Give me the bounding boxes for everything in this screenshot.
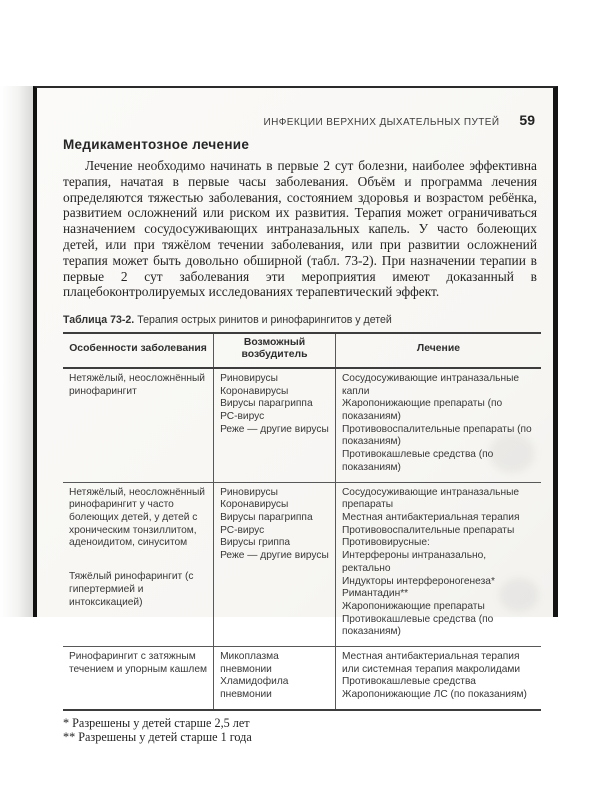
cell-line: Микоплазма пневмонии <box>220 651 279 675</box>
cell-line: Риновирусы <box>220 372 278 384</box>
cell-line: Ринофарингит с затяжным течением и упорным кашлем <box>69 651 208 675</box>
treatment-cell <box>335 482 541 646</box>
table-footnotes <box>63 716 539 745</box>
cell-line: Сосудосуживающие интраназальные препараты <box>341 486 520 511</box>
cell-line: Противовирусные: <box>341 537 430 549</box>
cell-line: Нетяжёлый, неосложнённый ринофарингит у часто болеющих детей, у детей с хроническим тонзиллитом, аденоидитом, синуситом <box>69 486 205 549</box>
cell-line: РС-вирус <box>220 524 265 536</box>
cell-line: Хламидофила пневмонии <box>220 676 289 701</box>
cell-line: Римантадин** <box>341 588 409 600</box>
pathogen-cell <box>214 368 336 482</box>
pathogen-cell <box>214 647 336 710</box>
table-header-row <box>63 333 541 368</box>
cell-line: Жаропонижающие ЛС (по показаниям) <box>341 689 527 701</box>
cell-line: Интерфероны интраназально, ректально <box>341 550 487 574</box>
cell-line: Реже — другие вирусы <box>220 550 329 562</box>
cell-line: Сосудосуживающие интраназальные капли <box>341 372 520 397</box>
cell-line: Местная антибактериальная терапия <box>341 512 520 523</box>
cell-line: Тяжёлый ринофарингит (с гипертермией и интоксикацией) <box>69 571 194 608</box>
cell-line: Риновирусы <box>220 486 278 498</box>
table-caption-text: Терапия острых ринитов и ринофарингитов у детей <box>137 313 392 326</box>
book-page-scan <box>33 86 558 745</box>
cell-line: Коронавирусы <box>220 385 289 397</box>
table-row <box>63 647 541 710</box>
cell-line: Противокашлевые средства <box>341 676 476 688</box>
disease-cell <box>63 482 214 646</box>
column-header-disease: Особенности заболевания <box>63 333 214 368</box>
cell-line: Вирусы парагриппа <box>220 398 313 410</box>
disease-cell <box>63 647 214 710</box>
running-title: ИНФЕКЦИИ ВЕРХНИХ ДЫХАТЕЛЬНЫХ ПУТЕЙ <box>263 117 500 128</box>
page-content <box>37 88 553 745</box>
section-heading: Медикаментозное лечение <box>63 137 250 152</box>
therapy-table <box>63 332 541 711</box>
scan-edge-shading <box>0 86 33 617</box>
cell-line: Коронавирусы <box>220 499 289 511</box>
table-caption-label: Таблица 73-2. <box>63 313 135 326</box>
footnote: ** Разрешены у детей старше 1 года <box>63 730 252 745</box>
cell-line: Жаропонижающие препараты <box>341 600 485 612</box>
cell-line: Жаропонижающие препараты (по показаниям) <box>341 398 503 423</box>
column-header-pathogen: Возможный возбудитель <box>214 333 336 368</box>
cell-line: РС-вирус <box>220 411 265 423</box>
body-paragraph: Лечение необходимо начинать в первые 2 сут болезни, наиболее эффективна терапия, начатая в первые часы заболевания. Объём и программа лечения определяются тяжестью заболевания, состоянием здоровья и возрастом ребёнка, развитием осложнений или риском их развития. Терапия может ограничиваться назначением сосудосуживающих интраназальных капель. У часто болеющих детей, или при тяжёлом течении заболевания, или при развитии осложнений терапия может быть довольно обширной (табл. 73-2). При назначении терапии в первые 2 сут заболевания эти мероприятия имеют доказанный в плацебоконтролируемых исследованиях терапевтический эффект. <box>63 158 537 300</box>
cell-line: Вирусы парагриппа <box>220 512 313 523</box>
footnote: * Разрешены у детей старше 2,5 лет <box>63 715 250 730</box>
cell-line: Противокашлевые средства (по показаниям) <box>341 613 494 638</box>
table-row <box>63 368 541 482</box>
running-header <box>63 112 539 128</box>
cell-line: Противовоспалительные препараты <box>341 524 515 536</box>
table-caption <box>63 314 539 326</box>
treatment-cell <box>335 647 541 710</box>
disease-cell <box>63 368 214 482</box>
cell-line: Вирусы гриппа <box>220 537 291 549</box>
cell-line: Противовоспалительные препараты (по показаниям) <box>341 423 532 448</box>
cell-line: Противокашлевые средства (по показаниям) <box>341 449 494 473</box>
treatment-cell <box>335 368 541 482</box>
pathogen-cell <box>214 482 336 646</box>
table-row <box>63 482 541 646</box>
cell-line: Нетяжёлый, неосложнённый ринофарингит <box>69 372 205 397</box>
cell-line: Реже — другие вирусы <box>220 423 329 435</box>
column-header-treatment: Лечение <box>335 333 541 368</box>
cell-line: Местная антибактериальная терапия или системная терапия макролидами <box>341 651 521 675</box>
page-number: 59 <box>519 112 535 128</box>
cell-line: Индукторы интерфероногенеза* <box>341 575 495 587</box>
